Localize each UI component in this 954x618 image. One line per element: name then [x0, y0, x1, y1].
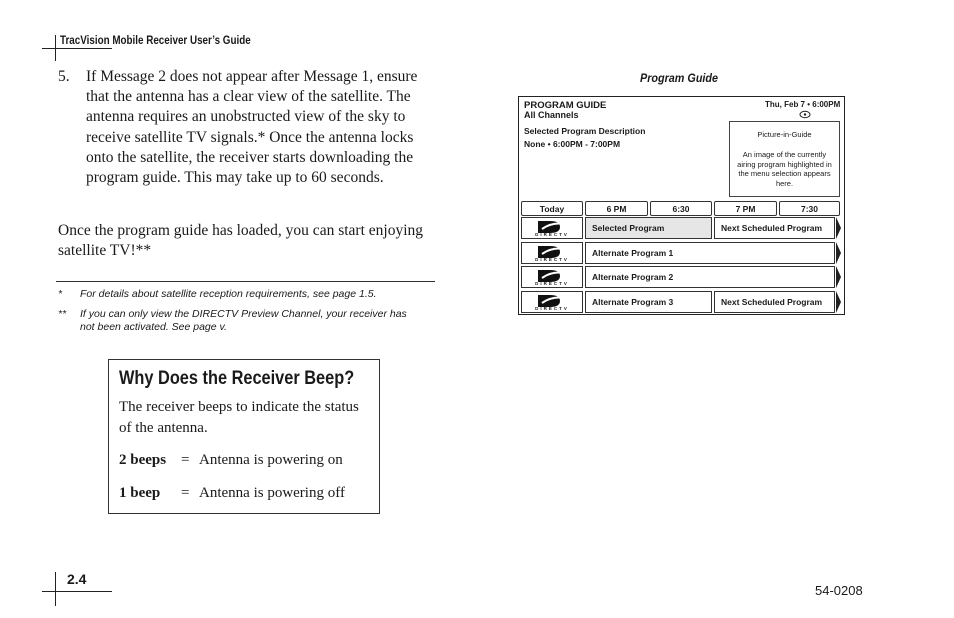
picture-in-guide-box: [729, 121, 840, 197]
guide-subtitle: All Channels: [524, 110, 579, 120]
beep-meaning: Antenna is powering on: [199, 452, 343, 468]
beep-equals: =: [181, 485, 190, 501]
callout-title: Why Does the Receiver Beep?: [119, 368, 355, 389]
time-header-6pm[interactable]: 6 PM: [585, 201, 648, 216]
program-guide-screen: [518, 96, 845, 315]
footnote-text: If you can only view the DIRECTV Preview Channel, your receiver has not been activated. See page v.: [80, 308, 407, 333]
guide-datetime: Thu, Feb 7 • 6:00PM: [765, 100, 841, 109]
running-title: TracVision Mobile Receiver User’s Guide: [60, 33, 251, 47]
footnote-1: [58, 288, 428, 302]
more-right-arrow-icon: [836, 291, 841, 313]
logo-word: DIRECTV: [535, 257, 569, 262]
more-right-arrow-icon: [836, 242, 841, 264]
guide-title: PROGRAM GUIDE: [524, 100, 607, 111]
time-header-7pm[interactable]: 7 PM: [714, 201, 777, 216]
program-cell-next[interactable]: Next Scheduled Program: [714, 217, 835, 239]
figure-caption: Program Guide: [640, 71, 719, 85]
beep-meaning: Antenna is powering off: [199, 485, 345, 501]
selected-program-time: None • 6:00PM - 7:00PM: [524, 139, 621, 149]
more-right-arrow-icon: [836, 217, 841, 239]
program-cell-next[interactable]: Next Scheduled Program: [714, 291, 835, 313]
program-cell-alt-1[interactable]: Alternate Program 1: [585, 242, 835, 264]
channel-logo-3[interactable]: [521, 266, 583, 288]
crop-mark-bottom-v: [55, 572, 56, 606]
remote-icon: [799, 110, 811, 119]
footnote-mark: *: [58, 288, 63, 300]
program-cell-alt-2[interactable]: Alternate Program 2: [585, 266, 835, 288]
time-header-today[interactable]: Today: [521, 201, 583, 216]
step-text: If Message 2 does not appear after Message 1, ensure that the antenna has a clear view of the satellite. The antenna requires an unobstructed view of the sky to receive satellite TV signals.* Once the antenna locks onto the satellite, the receiver starts downloading the program guide. This may take up to 60 seconds.: [86, 68, 418, 187]
beep-row-1: [119, 485, 374, 505]
beep-callout-box: [108, 359, 380, 514]
footnote-divider: [56, 281, 435, 282]
page-number: 2.4: [67, 571, 87, 587]
logo-word: DIRECTV: [535, 306, 569, 311]
crop-mark-bottom-h: [42, 591, 112, 592]
crop-mark-top-h: [42, 48, 112, 49]
document-number: 54-0208: [815, 583, 863, 598]
step-number: 5.: [58, 68, 70, 85]
footnote-mark: **: [58, 308, 67, 320]
time-header-730[interactable]: 7:30: [779, 201, 840, 216]
channel-logo-1[interactable]: [521, 217, 583, 239]
pip-description: An image of the currently airing program highlighted in the menu selection appears here.: [737, 150, 832, 188]
program-cell-selected[interactable]: Selected Program: [585, 217, 712, 239]
channel-logo-2[interactable]: [521, 242, 583, 264]
selected-program-label: Selected Program Description: [524, 126, 646, 136]
channel-logo-4[interactable]: [521, 291, 583, 313]
more-right-arrow-icon: [836, 266, 841, 288]
program-cell-alt-3[interactable]: Alternate Program 3: [585, 291, 712, 313]
beep-row-2: [119, 452, 374, 472]
beep-equals: =: [181, 452, 190, 468]
crop-mark-top-v: [55, 35, 56, 61]
closing-paragraph: Once the program guide has loaded, you can start enjoying satellite TV!**: [58, 222, 423, 260]
beep-count: 1 beep: [119, 485, 161, 501]
footnote-text: For details about satellite reception requirements, see page 1.5.: [80, 288, 377, 300]
beep-count: 2 beeps: [119, 452, 167, 468]
time-header-630[interactable]: 6:30: [650, 201, 712, 216]
footnote-2: [58, 308, 428, 336]
pip-title: Picture-in-Guide: [757, 130, 812, 139]
callout-text: The receiver beeps to indicate the status of the antenna.: [119, 399, 359, 436]
logo-word: DIRECTV: [535, 232, 569, 237]
logo-word: DIRECTV: [535, 281, 569, 286]
